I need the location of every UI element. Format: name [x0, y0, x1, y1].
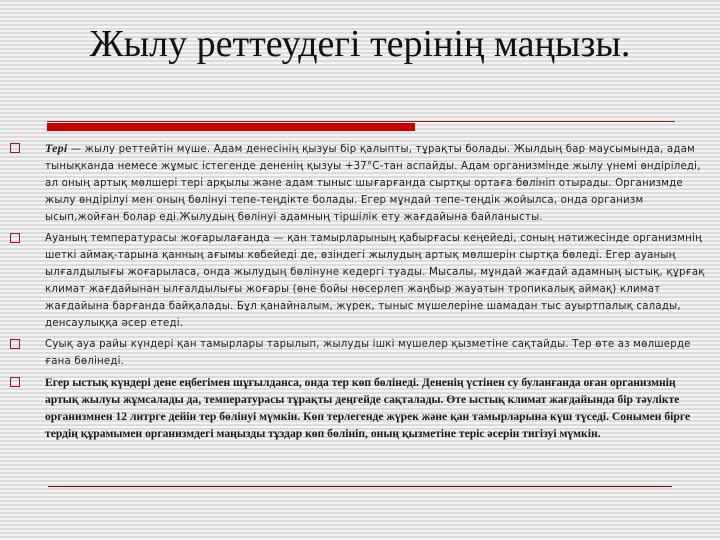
- bullet-body: — жылу реттейтін мүше. Адам денесінің қызуы бір қалыпты, тұрақты болады. Жылдың бар маусымында, адам тынықканда немесе жұмыс істегенде дененің қызуы +37°С-тан аспайды. Адам организмінде жылу үнемі өндіріледі, ал оның артық мөлшері тері арқылы және адам тыныс шығарғанда сыртқы ортаға бөлініп отырады. Организмде жылу өндірілуі мен оның бөлінуі тепе-теңдікте болады. Егер мұндай тепе-теңдік жойылса, онда организм ысып,жойған болар еді.Жылудың бөлінуі адамның тіршілік ету жағдайына байланысты.: [45, 144, 701, 223]
- bullet-text: Суық ауа райы күндері қан тамырлары тарылып, жылуды ішкі мүшелер қызметіне сақтайды. Тер өте аз мөлшерде ғана бөлінеді.: [45, 339, 691, 367]
- list-item: [0, 230, 720, 332]
- slide-title: Жылу реттеудегі терінің маңызы.: [89, 23, 631, 65]
- hollow-square-bullet-icon: [10, 377, 20, 387]
- list-item: [0, 374, 720, 442]
- footer-divider-line: [48, 486, 672, 487]
- hollow-square-bullet-icon: [10, 339, 20, 349]
- title-underline-thin: [47, 121, 675, 122]
- bullet-text: Ауаның температурасы жоғарылағанда — қан тамырларының қабырғасы кеңейеді, соның нәтижесінде организмнің шеткі аймақ-тарына қанның ағымы көбейеді де, өзіндегі жылудың артық мөлшерін сыртқа бөледі. Егер ауаның ылғалдылығы жоғарыласа, онда жылудың бөлінуне кедергі туады. Мысалы, мұндай жағдай адамның ыстық, құрғақ климат жағдайынан ылғалдылығы жоғары (өне бойы нөсерлеп жаңбыр жауатын тропикалық аймақ) климат жағдайына барғанда байқалады. Бұл қанайналым, жүрек, тыныс мүшелеріне шамадан тыс ауыртпалық салады, денсаулыққа әсер етеді.: [45, 233, 705, 329]
- term-highlight: Тері: [45, 141, 68, 155]
- bullet-list: [0, 140, 720, 446]
- bullet-text: [45, 140, 708, 226]
- hollow-square-bullet-icon: [10, 143, 20, 153]
- list-item: [0, 140, 720, 226]
- hollow-square-bullet-icon: [10, 233, 20, 243]
- title-underline-accent-bar: [47, 123, 415, 131]
- bullet-text-bold: Егер ыстық күндері дене еңбегімен шұғылданса, онда тер көп бөлінеді. Дененің үстінен су буланғанда оған организмнің артық жылуы жұмсалады да, температурасы тұрақты деңгейде сақталады. Өте ыстық климат жағдайында бір тәулікте организмнен 12 литрге дейін тер бөлінуі мүмкін. Көп терлегенде жүрек және қан тамырларына күш түседі. Сонымен бірге тердің құрамымен организмдегі маңызды тұздар көп бөлініп, оның қызметіне теріс әсерін тигізуі мүмкін.: [45, 376, 691, 440]
- list-item: [0, 336, 720, 370]
